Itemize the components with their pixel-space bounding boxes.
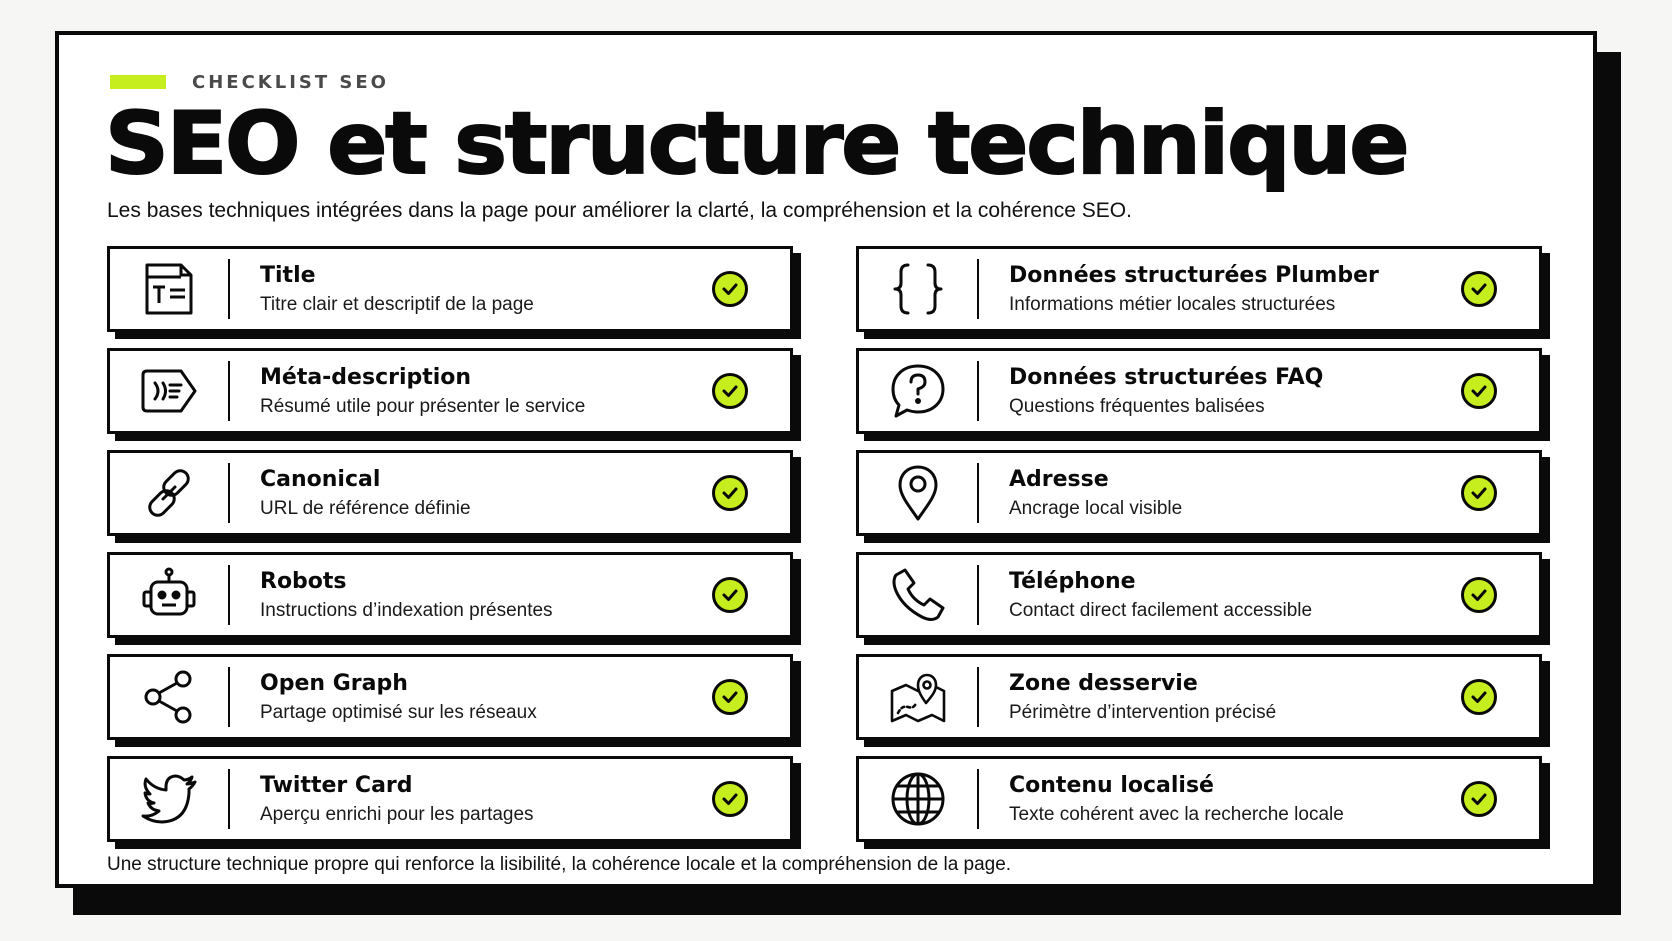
phone-icon	[859, 555, 977, 635]
item-desc: Partage optimisé sur les réseaux	[260, 701, 537, 723]
checklist-item-address	[856, 450, 1542, 536]
item-title: Open Graph	[260, 670, 408, 696]
page-subtitle: Les bases techniques intégrées dans la page pour améliorer la clarté, la compréhension et la cohérence SEO.	[107, 199, 1132, 222]
item-title: Contenu localisé	[1009, 772, 1214, 798]
item-title: Données structurées Plumber	[1009, 262, 1379, 288]
item-title: Twitter Card	[260, 772, 413, 798]
item-title: Zone desservie	[1009, 670, 1198, 696]
item-desc: Aperçu enrichi pour les partages	[260, 803, 534, 825]
checklist-card	[55, 31, 1597, 888]
check-icon	[712, 679, 748, 715]
checklist-item-meta-description	[107, 348, 793, 434]
checklist-item-title	[107, 246, 793, 332]
twitter-bird-icon	[110, 759, 228, 839]
checklist-item-structured-data-faq	[856, 348, 1542, 434]
check-icon	[1461, 271, 1497, 307]
footer-note: Une structure technique propre qui renforce la lisibilité, la cohérence locale et la compréhension de la page.	[107, 854, 1012, 875]
item-desc: Ancrage local visible	[1009, 497, 1183, 519]
right-column	[856, 246, 1542, 858]
check-icon	[712, 271, 748, 307]
check-icon	[712, 577, 748, 613]
checklist-item-service-area	[856, 654, 1542, 740]
item-desc: Périmètre d’intervention précisé	[1009, 701, 1277, 723]
check-icon	[1461, 577, 1497, 613]
question-bubble-icon	[859, 351, 977, 431]
checklist-item-twitter-card	[107, 756, 793, 842]
checklist-item-structured-data-plumber	[856, 246, 1542, 332]
item-desc: Instructions d’indexation présentes	[260, 599, 553, 621]
check-icon	[712, 475, 748, 511]
checklist-item-canonical	[107, 450, 793, 536]
eyebrow	[110, 72, 389, 92]
title-document-icon	[110, 249, 228, 329]
globe-icon	[859, 759, 977, 839]
item-desc: Contact direct facilement accessible	[1009, 599, 1313, 621]
item-title: Adresse	[1009, 466, 1109, 492]
item-title: Méta-description	[260, 364, 472, 390]
item-title: Title	[260, 262, 316, 288]
left-column	[107, 246, 793, 858]
check-icon	[712, 373, 748, 409]
location-pin-icon	[859, 453, 977, 533]
accent-bar	[110, 75, 166, 89]
item-desc: Questions fréquentes balisées	[1009, 395, 1265, 417]
item-desc: URL de référence définie	[260, 497, 471, 519]
check-icon	[1461, 475, 1497, 511]
item-title: Données structurées FAQ	[1009, 364, 1324, 390]
checklist-item-open-graph	[107, 654, 793, 740]
checklist-item-robots	[107, 552, 793, 638]
share-icon	[110, 657, 228, 737]
item-desc: Informations métier locales structurées	[1009, 293, 1336, 315]
check-icon	[1461, 781, 1497, 817]
check-icon	[712, 781, 748, 817]
checklist-item-phone	[856, 552, 1542, 638]
checklist-item-localized-content	[856, 756, 1542, 842]
item-desc: Titre clair et descriptif de la page	[260, 293, 534, 315]
map-pin-icon	[859, 657, 977, 737]
item-desc: Texte cohérent avec la recherche locale	[1009, 803, 1344, 825]
item-title: Canonical	[260, 466, 381, 492]
check-icon	[1461, 373, 1497, 409]
page-title: SEO et structure technique	[105, 94, 1408, 194]
eyebrow-label: CHECKLIST SEO	[192, 71, 389, 93]
item-title: Téléphone	[1009, 568, 1136, 594]
robot-icon	[110, 555, 228, 635]
curly-braces-icon	[859, 249, 977, 329]
meta-tag-icon	[110, 351, 228, 431]
link-icon	[110, 453, 228, 533]
check-icon	[1461, 679, 1497, 715]
item-title: Robots	[260, 568, 347, 594]
item-desc: Résumé utile pour présenter le service	[260, 395, 586, 417]
